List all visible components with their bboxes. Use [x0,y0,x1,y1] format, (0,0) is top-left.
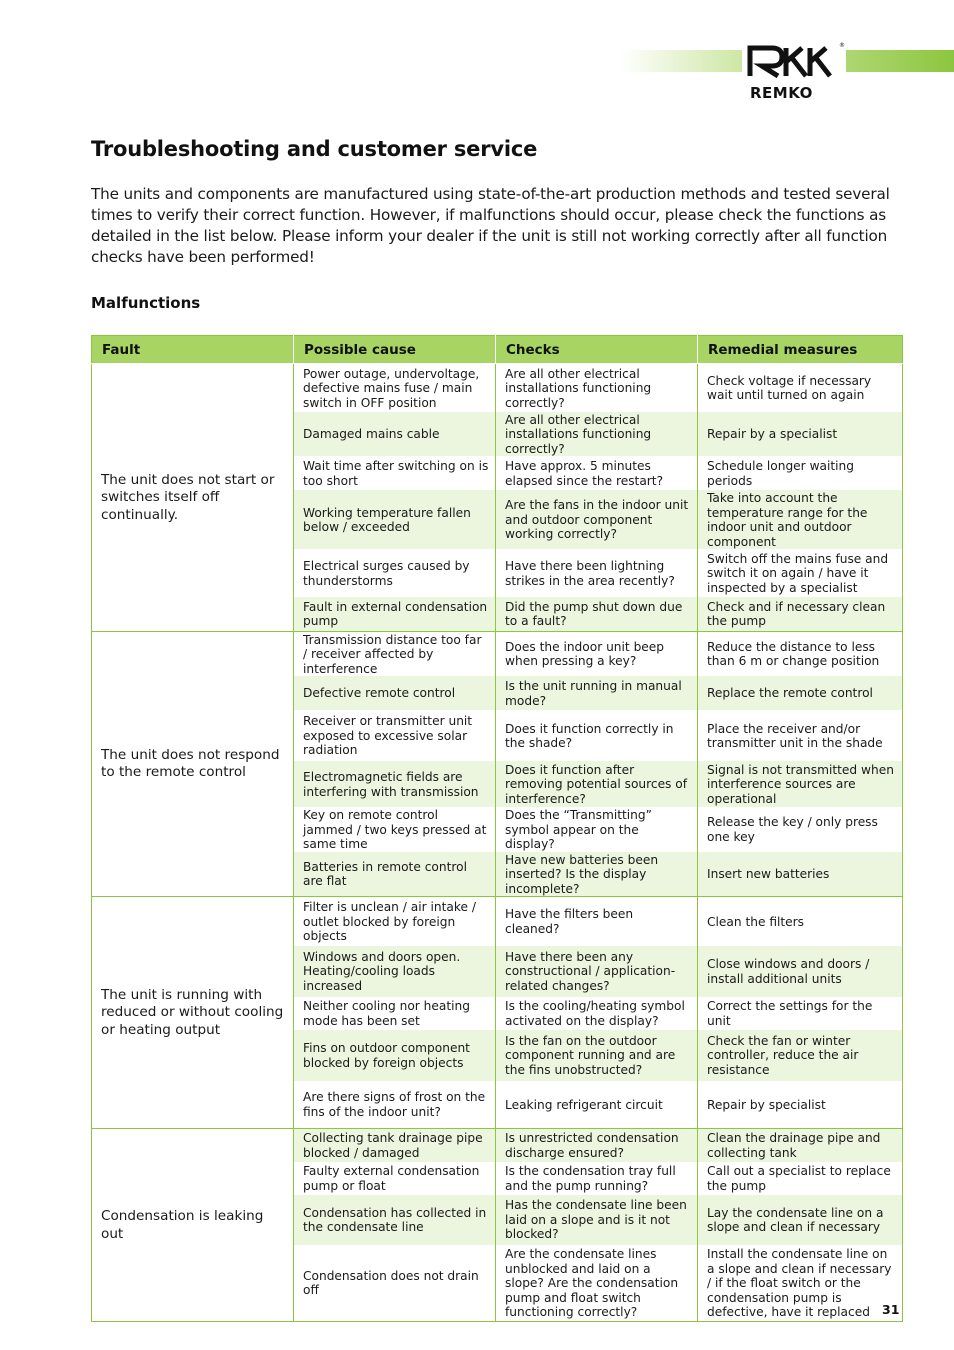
check-cell: Is unrestricted condensation discharge ensured? [496,1129,698,1162]
column-header-cause: Possible cause [294,336,496,364]
page-title: Troubleshooting and customer service [91,137,538,161]
check-cell: Is the condensation tray full and the pump running? [496,1162,698,1195]
cause-cell: Neither cooling nor heating mode has been set [294,997,496,1030]
check-cell: Does the indoor unit beep when pressing a key? [496,631,698,676]
check-cell: Have new batteries been inserted? Is the display incomplete? [496,852,698,897]
cause-cell: Collecting tank drainage pipe blocked / damaged [294,1129,496,1162]
fault-cell: Condensation is leaking out [92,1129,294,1322]
check-cell: Did the pump shut down due to a fault? [496,597,698,631]
remedy-cell: Reduce the distance to less than 6 m or change position [698,631,903,676]
cause-cell: Batteries in remote control are flat [294,852,496,897]
check-cell: Are all other electrical installations functioning correctly? [496,412,698,457]
cause-cell: Filter is unclean / air intake / outlet blocked by foreign objects [294,897,496,946]
fault-cell: The unit is running with reduced or without cooling or heating output [92,897,294,1129]
remedy-cell: Correct the settings for the unit [698,997,903,1030]
remedy-cell: Take into account the temperature range for the indoor unit and outdoor component [698,490,903,549]
fault-cell: The unit does not respond to the remote control [92,631,294,897]
cause-cell: Wait time after switching on is too short [294,456,496,490]
cause-cell: Windows and doors open. Heating/cooling loads increased [294,946,496,997]
check-cell: Have there been lightning strikes in the area recently? [496,549,698,597]
column-header-fault: Fault [92,336,294,364]
check-cell: Is the fan on the outdoor component running and are the fins unobstructed? [496,1030,698,1081]
cause-cell: Key on remote control jammed / two keys pressed at same time [294,807,496,852]
intro-paragraph: The units and components are manufactured using state-of-the-art production methods and tested several times to verify their correct function. However, if malfunctions should occur, please check the functions as detailed in the list below. Please inform your dealer if the unit is still not working correctly after all function checks have been performed! [91,185,890,266]
cause-cell: Faulty external condensation pump or float [294,1162,496,1195]
cause-cell: Damaged mains cable [294,412,496,457]
column-header-remedy: Remedial measures [698,336,903,364]
check-cell: Is the cooling/heating symbol activated on the display? [496,997,698,1030]
remedy-cell: Repair by specialist [698,1081,903,1129]
table-row [92,1129,903,1162]
cause-cell: Condensation does not drain off [294,1245,496,1322]
cause-cell: Condensation has collected in the condensate line [294,1195,496,1245]
page-number: 31 [882,1302,900,1317]
remko-logo [742,40,846,102]
cause-cell: Working temperature fallen below / exceeded [294,490,496,549]
remedy-cell: Close windows and doors / install additional units [698,946,903,997]
table-row [92,631,903,676]
check-cell: Does it function after removing potential sources of interference? [496,761,698,807]
check-cell: Are the condensate lines unblocked and laid on a slope? Are the condensation pump and float switch functioning correctly? [496,1245,698,1322]
column-header-checks: Checks [496,336,698,364]
malfunctions-table [91,335,903,1322]
brand-name: REMKO [750,84,813,102]
cause-cell: Fins on outdoor component blocked by foreign objects [294,1030,496,1081]
remedy-cell: Check voltage if necessary wait until turned on again [698,364,903,412]
registered-mark: ® [839,42,845,49]
check-cell: Is the unit running in manual mode? [496,676,698,710]
remedy-cell: Insert new batteries [698,852,903,897]
remedy-cell: Lay the condensate line on a slope and clean if necessary [698,1195,903,1245]
remedy-cell: Check and if necessary clean the pump [698,597,903,631]
remedy-cell: Clean the drainage pipe and collecting tank [698,1129,903,1162]
remedy-cell: Check the fan or winter controller, reduce the air resistance [698,1030,903,1081]
remedy-cell: Place the receiver and/or transmitter unit in the shade [698,710,903,761]
remedy-cell: Call out a specialist to replace the pump [698,1162,903,1195]
check-cell: Are all other electrical installations functioning correctly? [496,364,698,412]
fault-cell: The unit does not start or switches itself off continually. [92,364,294,632]
remedy-cell: Install the condensate line on a slope and clean if necessary / if the float switch or the condensation pump is defective, have it replaced [698,1245,903,1322]
remedy-cell: Signal is not transmitted when interference sources are operational [698,761,903,807]
table-header-row [92,336,903,364]
check-cell: Have the filters been cleaned? [496,897,698,946]
cause-cell: Receiver or transmitter unit exposed to excessive solar radiation [294,710,496,761]
check-cell: Does the “Transmitting” symbol appear on the display? [496,807,698,852]
cause-cell: Electrical surges caused by thunderstorms [294,549,496,597]
remedy-cell: Replace the remote control [698,676,903,710]
cause-cell: Transmission distance too far / receiver affected by interference [294,631,496,676]
cause-cell: Are there signs of frost on the fins of the indoor unit? [294,1081,496,1129]
table-row [92,897,903,946]
cause-cell: Electromagnetic fields are interfering with transmission [294,761,496,807]
remedy-cell: Repair by a specialist [698,412,903,457]
remedy-cell: Release the key / only press one key [698,807,903,852]
check-cell: Have approx. 5 minutes elapsed since the restart? [496,456,698,490]
cause-cell: Power outage, undervoltage, defective mains fuse / main switch in OFF position [294,364,496,412]
check-cell: Has the condensate line been laid on a slope and is it not blocked? [496,1195,698,1245]
cause-cell: Fault in external condensation pump [294,597,496,631]
remedy-cell: Clean the filters [698,897,903,946]
section-heading: Malfunctions [91,294,201,312]
cause-cell: Defective remote control [294,676,496,710]
table-row [92,364,903,412]
remedy-cell: Schedule longer waiting periods [698,456,903,490]
check-cell: Are the fans in the indoor unit and outdoor component working correctly? [496,490,698,549]
check-cell: Leaking refrigerant circuit [496,1081,698,1129]
remedy-cell: Switch off the mains fuse and switch it on again / have it inspected by a specialist [698,549,903,597]
check-cell: Have there been any constructional / application-related changes? [496,946,698,997]
check-cell: Does it function correctly in the shade? [496,710,698,761]
